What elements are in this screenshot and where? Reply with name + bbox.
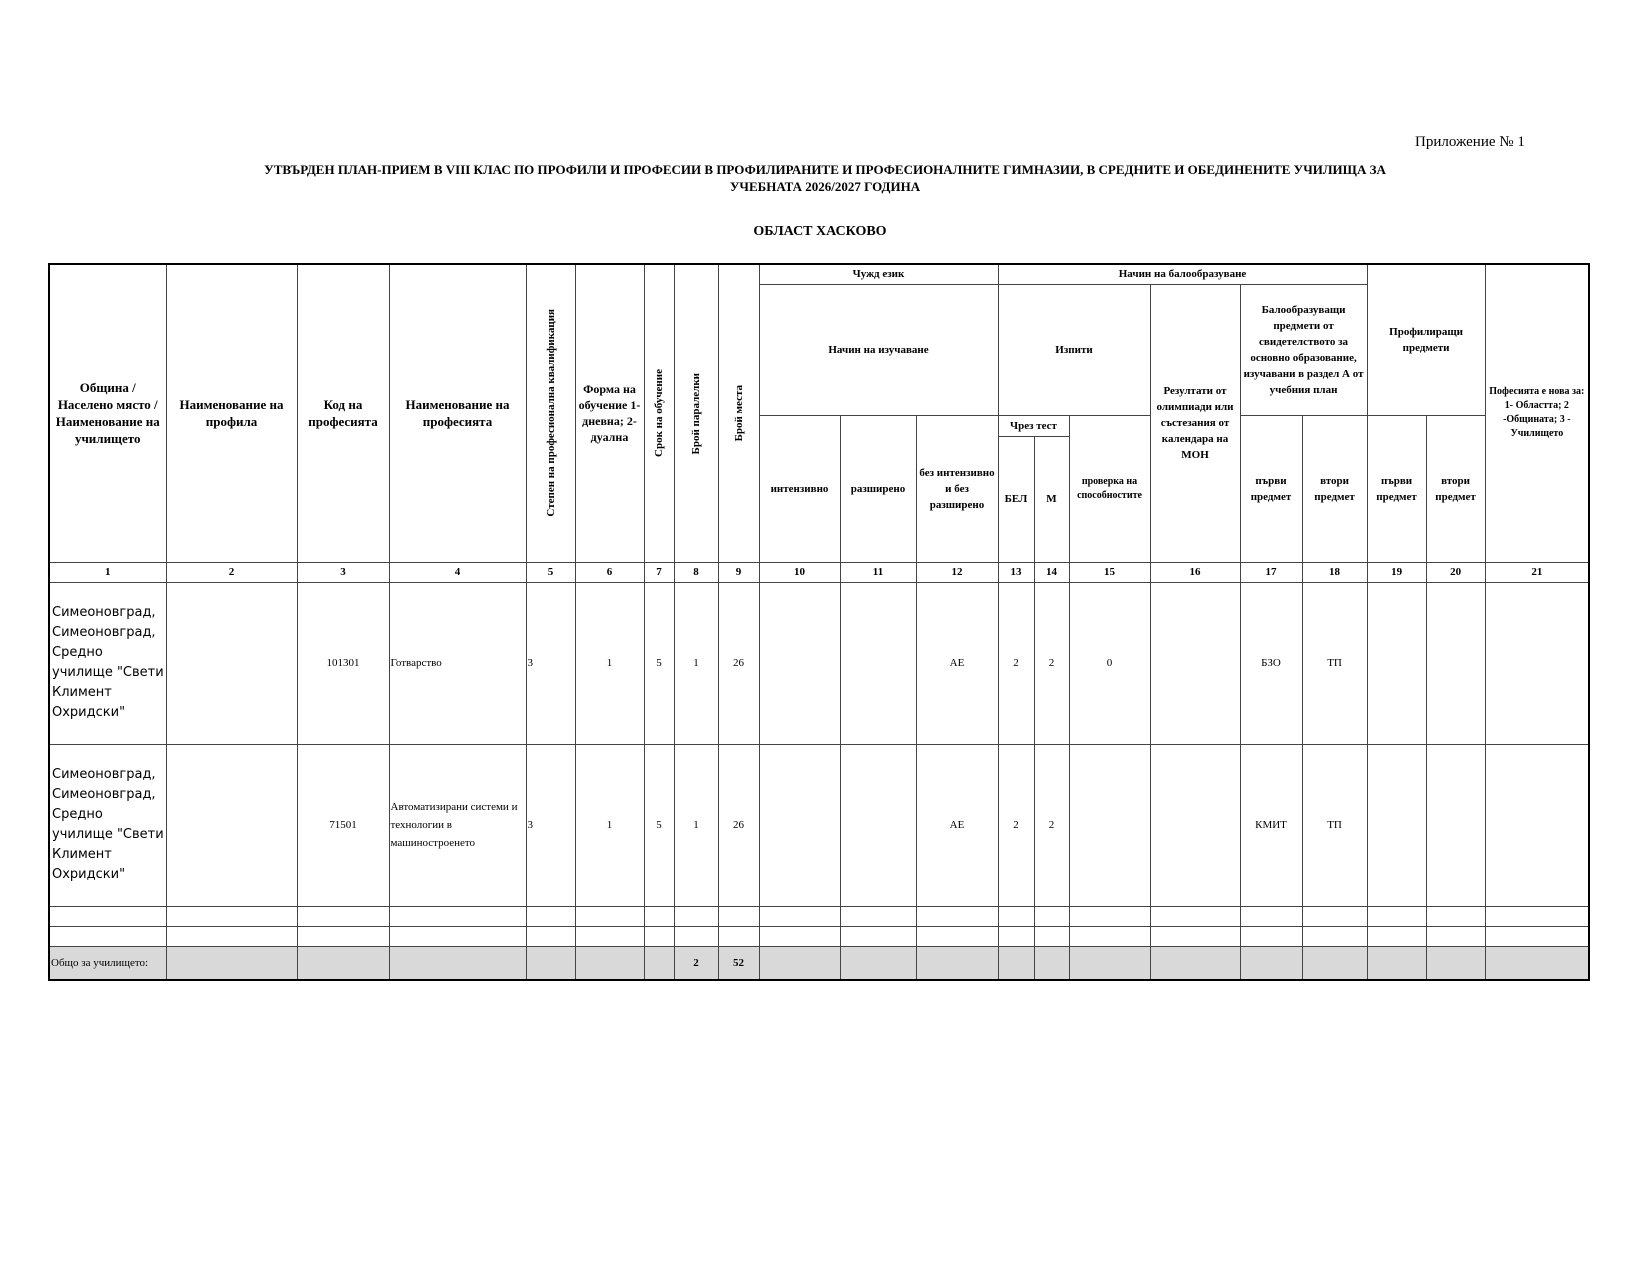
column-number: 10 [759, 562, 840, 582]
cell-math: 2 [1034, 744, 1069, 906]
cell-new-profession [1485, 744, 1589, 906]
header-profile: Наименование на профила [166, 264, 297, 562]
cell-intensive [759, 582, 840, 744]
table-row [49, 744, 1589, 906]
cell-code: 71501 [297, 744, 389, 906]
cell-profession: Автоматизирани системи и технологии в машиностроенето [389, 744, 526, 906]
column-number: 16 [1150, 562, 1240, 582]
header-without-intensive: без интензивно и без разширено [916, 415, 998, 562]
header-qualification-text: Степен на професионална квалификация [544, 309, 557, 518]
column-number: 4 [389, 562, 526, 582]
cell-classes: 1 [674, 744, 718, 906]
column-number: 21 [1485, 562, 1589, 582]
header-term-text: Срок на обучение [653, 369, 665, 458]
cell-bel: 2 [998, 744, 1034, 906]
header-profiling-subjects: Профилиращи предмети [1367, 264, 1485, 415]
header-by-test: Чрез тест [998, 415, 1069, 436]
document-title [180, 161, 1470, 195]
cell-places: 26 [718, 744, 759, 906]
header-scoring: Начин на балообразуване [998, 264, 1367, 284]
cell-cert-subject-1: БЗО [1240, 582, 1302, 744]
total-label: Общо за училището: [49, 946, 166, 980]
cell-olympiads [1150, 744, 1240, 906]
cell-profile [166, 582, 297, 744]
cell-profiling-subject-1 [1367, 744, 1426, 906]
header-code: Код на професията [297, 264, 389, 562]
cell-term: 5 [644, 744, 674, 906]
cell-code: 101301 [297, 582, 389, 744]
header-certificate-subjects: Балообразуващи предмети от свидетелството за основно образование, изучавани в раздел А от учебния план [1240, 284, 1367, 415]
column-number: 20 [1426, 562, 1485, 582]
cell-places: 26 [718, 582, 759, 744]
header-classes [674, 264, 718, 562]
column-number: 2 [166, 562, 297, 582]
column-number: 3 [297, 562, 389, 582]
cell-ability: 0 [1069, 582, 1150, 744]
total-classes: 2 [674, 946, 718, 980]
header-classes-text: Брой паралелки [690, 372, 702, 454]
column-number: 18 [1302, 562, 1367, 582]
column-number: 12 [916, 562, 998, 582]
header-extended: разширено [840, 415, 916, 562]
column-numbers-row [49, 562, 1589, 582]
cell-math: 2 [1034, 582, 1069, 744]
header-places-text: Брой места [732, 385, 745, 442]
cell-form: 1 [575, 744, 644, 906]
column-number: 19 [1367, 562, 1426, 582]
title-line-1: УТВЪРДЕН ПЛАН-ПРИЕМ В VIII КЛАС ПО ПРОФИЛИ И ПРОФЕСИИ В ПРОФИЛИРАНИТЕ И ПРОФЕСИОНАЛНИТЕ ГИМНАЗИИ, В СРЕДНИТЕ И ОБЕДИНЕНИТЕ УЧИЛИЩА ЗА [264, 162, 1386, 177]
cell-extended [840, 744, 916, 906]
header-profession: Наименование на професията [389, 264, 526, 562]
header-profiling-subject-1: първи предмет [1367, 415, 1426, 562]
title-line-2: УЧЕБНАТА 2026/2027 ГОДИНА [729, 179, 921, 194]
column-number: 14 [1034, 562, 1069, 582]
header-study-mode: Начин на изучаване [759, 284, 998, 415]
column-number: 9 [718, 562, 759, 582]
header-intensive: интензивно [759, 415, 840, 562]
header-school: Община / Населено място / Наименование на училището [49, 264, 166, 562]
total-places: 52 [718, 946, 759, 980]
header-cert-subject-1: първи предмет [1240, 415, 1302, 562]
cell-profile [166, 744, 297, 906]
empty-row [49, 906, 1589, 926]
header-olympiads: Резултати от олимпиади или състезания от календара на МОН [1150, 284, 1240, 562]
cell-cert-subject-1: КМИТ [1240, 744, 1302, 906]
cell-profiling-subject-1 [1367, 582, 1426, 744]
header-profiling-subject-2: втори предмет [1426, 415, 1485, 562]
header-exams: Изпити [998, 284, 1150, 415]
cell-cert-subject-2: ТП [1302, 744, 1367, 906]
cell-ability [1069, 744, 1150, 906]
cell-school: Симеоновград, Симеоновград, Средно училище "Свети Климент Охридски" [49, 744, 166, 906]
column-number: 13 [998, 562, 1034, 582]
cell-qualification: 3 [526, 744, 575, 906]
cell-olympiads [1150, 582, 1240, 744]
admission-plan-table [48, 263, 1590, 981]
cell-new-profession [1485, 582, 1589, 744]
header-math: М [1034, 436, 1069, 562]
cell-intensive [759, 744, 840, 906]
cell-profiling-subject-2 [1426, 582, 1485, 744]
header-new-profession: Пофесията е нова за: 1- Областта; 2 -Общината; 3 - Училището [1485, 264, 1589, 562]
header-qualification [526, 264, 575, 562]
header-bel: БЕЛ [998, 436, 1034, 562]
cell-profession: Готварство [389, 582, 526, 744]
header-foreign-language: Чужд език [759, 264, 998, 284]
cell-bel: 2 [998, 582, 1034, 744]
header-term [644, 264, 674, 562]
cell-without: АЕ [916, 582, 998, 744]
empty-row [49, 926, 1589, 946]
header-ability-check: проверка на способностите [1069, 415, 1150, 562]
cell-extended [840, 582, 916, 744]
total-row [49, 946, 1589, 980]
column-number: 5 [526, 562, 575, 582]
annex-number: Приложение № 1 [1415, 134, 1525, 150]
column-number: 7 [644, 562, 674, 582]
column-number: 1 [49, 562, 166, 582]
header-cert-subject-2: втори предмет [1302, 415, 1367, 562]
column-number: 17 [1240, 562, 1302, 582]
cell-without: АЕ [916, 744, 998, 906]
cell-qualification: 3 [526, 582, 575, 744]
cell-classes: 1 [674, 582, 718, 744]
header-places [718, 264, 759, 562]
cell-cert-subject-2: ТП [1302, 582, 1367, 744]
cell-term: 5 [644, 582, 674, 744]
cell-form: 1 [575, 582, 644, 744]
column-number: 6 [575, 562, 644, 582]
column-number: 15 [1069, 562, 1150, 582]
table-row [49, 582, 1589, 744]
cell-profiling-subject-2 [1426, 744, 1485, 906]
region-title: ОБЛАСТ ХАСКОВО [753, 224, 887, 239]
cell-school: Симеоновград, Симеоновград, Средно училище "Свети Климент Охридски" [49, 582, 166, 744]
column-number: 11 [840, 562, 916, 582]
column-number: 8 [674, 562, 718, 582]
header-form: Форма на обучение 1-дневна; 2-дуална [575, 264, 644, 562]
